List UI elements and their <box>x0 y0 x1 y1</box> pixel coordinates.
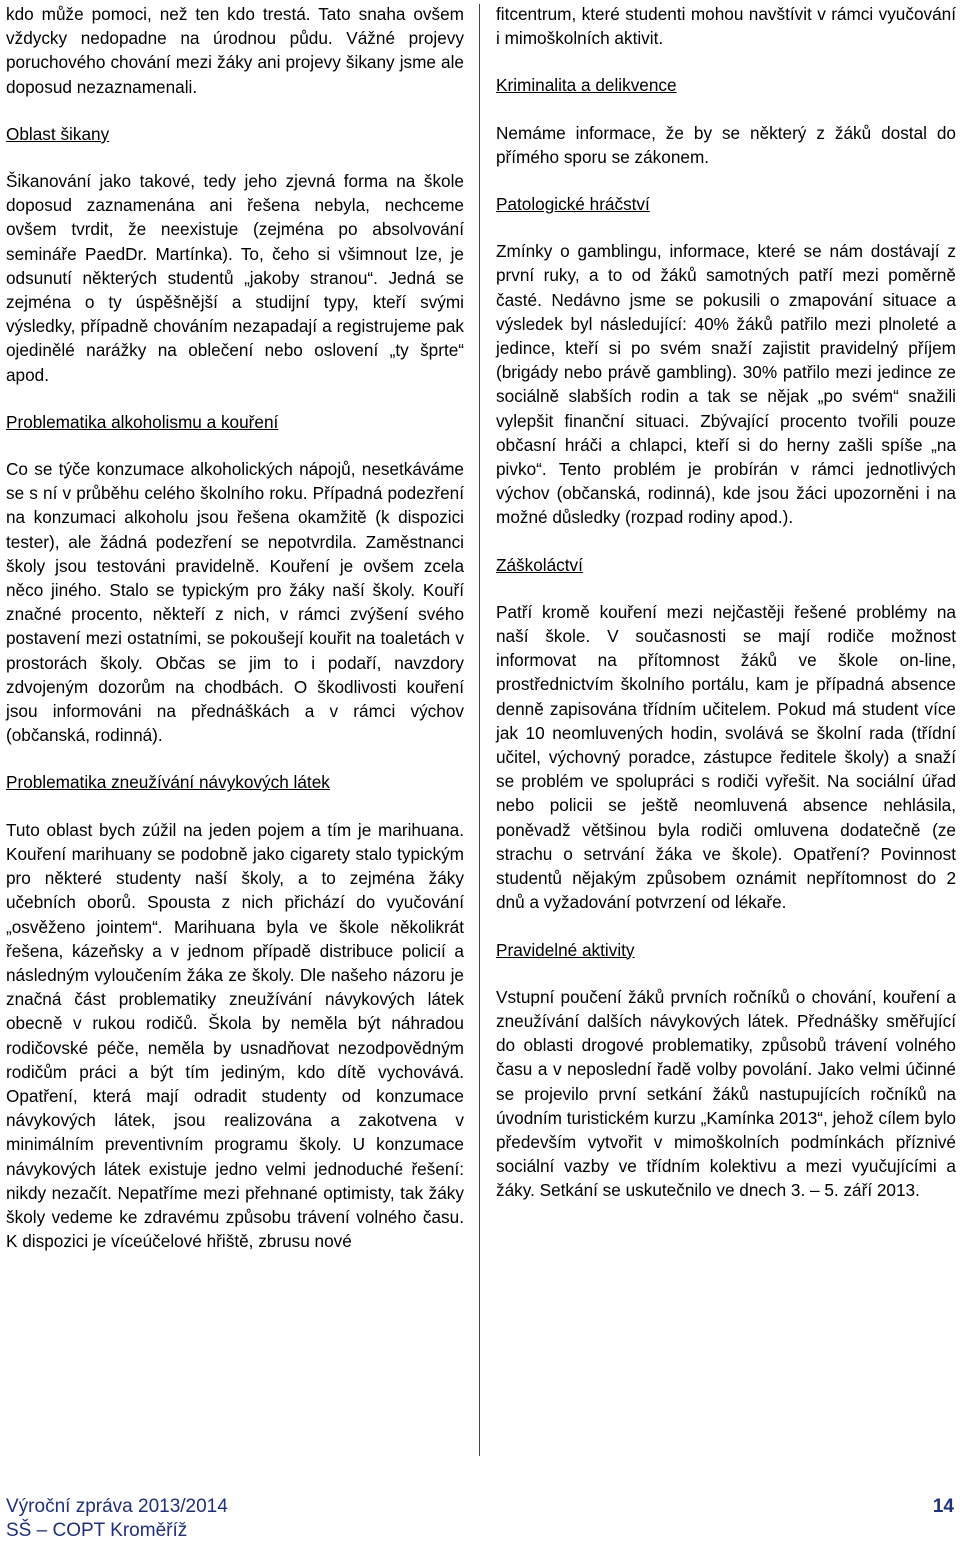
heading-substance-abuse: Problematika zneužívání návykových látek <box>6 772 330 793</box>
page-footer <box>6 1495 954 1543</box>
left-column <box>6 2 464 1253</box>
paragraph-substance-abuse: Tuto oblast bych zúžil na jeden pojem a tím je marihuana. Kouření marihuany se podobně jako cigarety stalo typickým pro některé studenty naší školy, a to zejména žáky učebních oborů. Spousta z nich přichází do vyučování „osvěženo jointem“. Marihuana byla ve škole několikrát řešena, kázeňsky a v jednom případě distribuce policií a následným vyloučením žáka ze školy. Dle našeho názoru je značná část problematiky zneužívání návykových látek obecně v rukou rodičů. Škola by neměla být náhradou rodičovské péče, neměla by usnadňovat nezodpovědným rodičům práci a být tím jediným, kdo dítě vychovává. Opatření, která mají odradit studenty od konzumace návykových látek, jsou realizována a zakotvena v minimálním preventivním programu školy. U konzumace návykových látek existuje jedno velmi jednoduché řešení: nikdy nezačít. Nepatříme mezi přehnané optimisty, tak žáky školy vedeme ke zdravému způsobu trávení volného času. K dispozici je víceúčelové hřiště, zbrusu nové <box>6 819 464 1252</box>
page-number: 14 <box>932 1496 954 1517</box>
heading-regular-activities: Pravidelné aktivity <box>496 939 635 960</box>
heading-bullying: Oblast šikany <box>6 123 110 144</box>
footer-school-name: SŠ – COPT Kroměříž <box>6 1520 188 1541</box>
column-divider <box>479 4 480 1456</box>
heading-alcohol-smoking: Problematika alkoholismu a kouření <box>6 411 279 432</box>
paragraph-truancy: Patří kromě kouření mezi nejčastěji řešené problémy na naší škole. V současnosti se mají rodiče možnost informovat na přítomnost žáků ve škole on-line, prostřednictvím školního portálu, kam je případná absence denně zapisována třídním učitelem. Pokud má student více jak 10 neomluvených hodin, svolává se školní rada (třídní učitel, výchovný poradce, zástupce ředitele školy) a snaží se problém ve spolupráci s rodiči vyřešit. Na sociální úřad nebo policii se ještě neomluvená absence nehlásila, poněvadž většinou byla rodiči omluvena dodatečně (ze strachu o setrvání žáka ve škole). Opatření? Povinnost studentů nějakým způsobem oznámit nepřítomnost do 2 dnů a vyžadování potvrzení od lékaře. <box>496 601 956 913</box>
paragraph-alcohol-smoking: Co se týče konzumace alkoholických nápojů, nesetkáváme se s ní v průběhu celého školního roku. Případná podezření na konzumaci alkoholu jsou řešena okamžitě (k dispozici tester), ale žádná podezření se nepotvrdila. Zaměstnanci školy jsou testováni pravidelně. Kouření je ovšem zcela něco jiného. Stalo se typickým pro žáky naší školy. Kouří značné procento, někteří z nich, v rámci zvýšení svého postavení mezi ostatními, se pokoušejí kouřit na toaletách v prostorách školy. Občas se jim to i podaří, navzdory zdvojeným dozorům na chodbách. O škodlivosti kouření jsou informováni na přednáškách a v rámci výchov (občanská, rodinná). <box>6 459 464 746</box>
paragraph-intro: kdo může pomoci, než ten kdo trestá. Tato snaha ovšem vždycky nedopadne na úrodnou půdu. Vážné projevy poruchového chování mezi žáky ani projevy šikany jsme ale doposud nezaznamenali. <box>6 4 464 97</box>
paragraph-regular-activities: Vstupní poučení žáků prvních ročníků o chování, kouření a zneužívání dalších návykových látek. Přednášky směřující do oblasti drogové problematiky, způsobů trávení volného času a v neposlední řadě volby povolání. Jako velmi účinné se projevilo první setkání žáků nastupujících ročníků na úvodním turistickém kurzu „Kamínka 2013“, jehož cílem bylo především vytvořit v mimoškolních podmínkách příznivé sociální vazby ve třídním kolektivu a mezi vyučujícími a žáky. Setkání se uskutečnilo ve dnech 3. – 5. září 2013. <box>496 986 956 1201</box>
paragraph-bullying: Šikanování jako takové, tedy jeho zjevná forma na škole doposud zaznamenána ani řešena nebyla, nechceme ovšem tvrdit, že neexistuje (zejména po absolvování semináře PaedDr. Martínka). To, čeho si všimnout lze, je odsunutí některých studentů „jakoby stranou“. Jedná se zejména o ty úspěšnější a studijní typy, kteří svými výsledky, případně chováním nezapadají a registrujeme pak ojedinělé narážky na oblečení nebo oslovení „ty šprte“ apod. <box>6 171 464 385</box>
paragraph-gambling: Zmínky o gamblingu, informace, které se nám dostávají z první ruky, a to od žáků samotných patří mezi poměrně časté. Nedávno jsme se pokusili o zmapování situace a výsledek byl následující: 40% žáků patřilo mezi plnoleté a jedince, kteří si po svém snaží zajistit pravidelný příjem (brigády nebo právě gambling). 30% patřilo mezi jedince ze sociálně slabších rodin a tak se nějak „po svém“ snažili vylepšit finanční situaci. Zbývající procento tvořili pouze občasní hráči a chlapci, kteří si do herny zašli spíše „na pivko“. Tento problém je probírán v rámci jednotlivých výchov (občanská, rodinná), kde jsou žáci upozorněni i na možné důsledky (rozpad rodiny apod.). <box>496 241 956 528</box>
footer-report-title: Výroční zpráva 2013/2014 <box>6 1496 228 1517</box>
heading-gambling: Patologické hráčství <box>496 194 650 215</box>
paragraph-continuation: fitcentrum, které studenti mohou navštívit v rámci vyučování i mimoškolních aktivit. <box>496 4 956 49</box>
heading-truancy: Záškoláctví <box>496 554 583 575</box>
heading-crime: Kriminalita a delikvence <box>496 75 677 96</box>
right-column <box>496 2 956 1203</box>
paragraph-crime: Nemáme informace, že by se některý z žáků dostal do přímého sporu se zákonem. <box>496 122 956 167</box>
